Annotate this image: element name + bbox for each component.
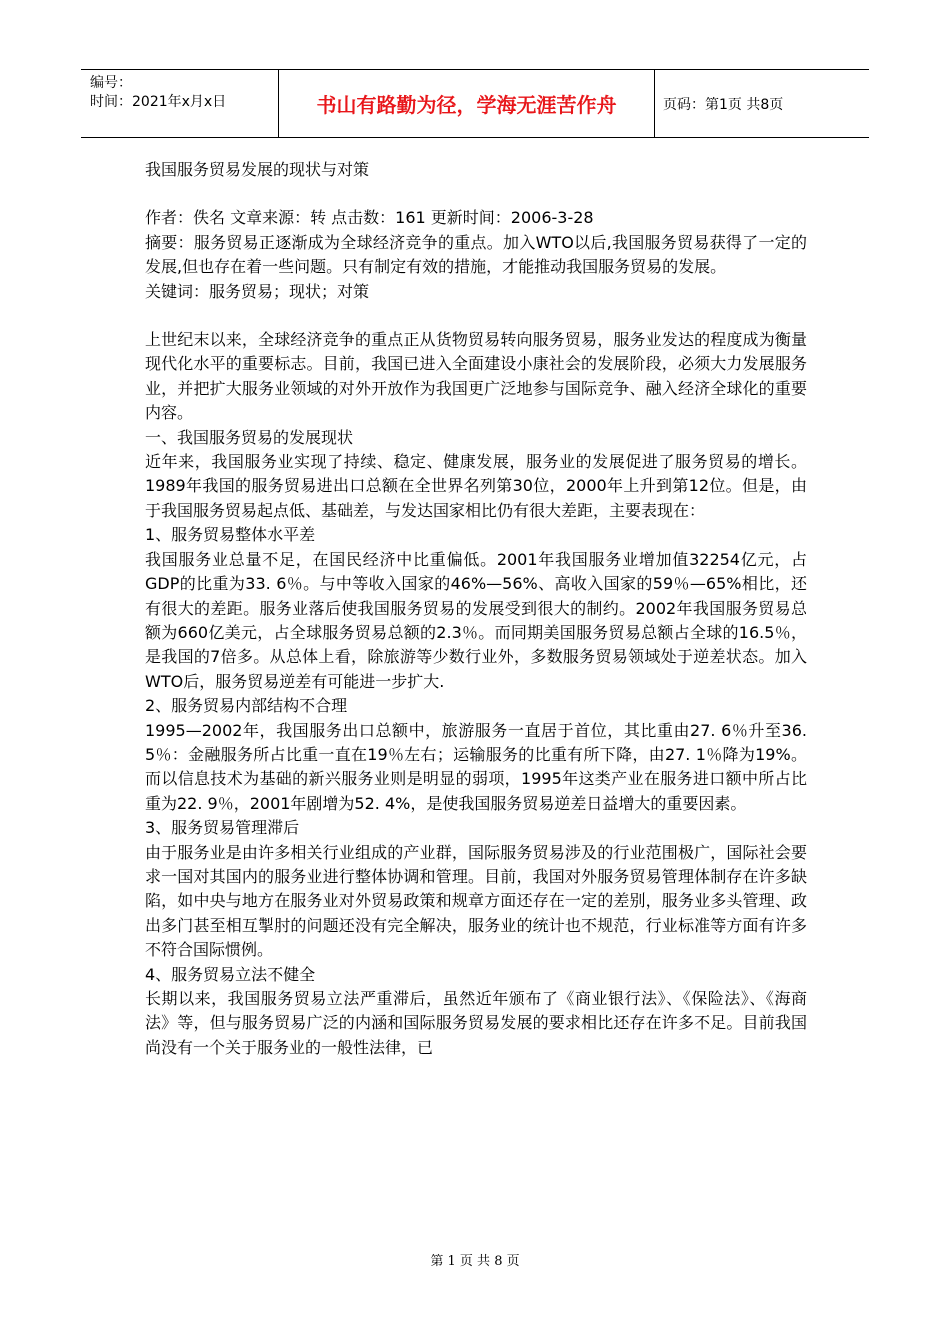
subsection-heading: 2、服务贸易内部结构不合理 — [145, 696, 348, 716]
subsection-heading: 1、服务贸易整体水平差 — [145, 525, 316, 545]
subsection-paragraph: 长期以来，我国服务贸易立法严重滞后，虽然近年颁布了《商业银行法》、《保险法》、《海商法》等，但与服务贸易广泛的内涵和国际服务贸易发展的要求相比还存在许多不足。目前我国尚没有一个关于服务业的一般性法律，已 — [145, 989, 807, 1057]
document-header — [81, 69, 869, 138]
subsection-heading: 4、服务贸易立法不健全 — [145, 964, 316, 984]
spacer — [145, 304, 807, 328]
article-meta: 作者：佚名 文章来源：转 点击数：161 更新时间：2006-3-28 — [145, 208, 594, 228]
section-heading: 一、我国服务贸易的发展现状 — [145, 427, 354, 447]
subsection-paragraph: 我国服务业总量不足，在国民经济中比重偏低。2001年我国服务业增加值32254亿元，占GDP的比重为33. 6％。与中等收入国家的46%—56%、高收入国家的59％—65%相比，还有很大的差距。服务业落后使我国服务贸易的发展受到很大的制约。2002年我国服务贸易总额为660亿美元，占全球服务贸易总额的2.3％。而同期美国服务贸易总额占全球的16.5％，是我国的7倍多。从总体上看，除旅游等少数行业外，多数服务贸易领域处于逆差状态。加入WTO后，服务贸易逆差有可能进一步扩大. — [145, 549, 807, 691]
article-abstract: 摘要：服务贸易正逐渐成为全球经济竞争的重点。加入WTO以后,我国服务贸易获得了一定的发展,但也存在着一些问题。只有制定有效的措施，才能推动我国服务贸易的发展。 — [145, 232, 807, 277]
subsection-paragraph: 由于服务业是由许多相关行业组成的产业群，国际服务贸易涉及的行业范围极广，国际社会要求一国对其国内的服务业进行整体协调和管理。目前，我国对外服务贸易管理体制存在许多缺陷，如中央与地方在服务业对外贸易政策和规章方面还存在一定的差别，服务业多头管理、政出多门甚至相互掣肘的问题还没有完全解决，服务业的统计也不规范，行业标准等方面有许多不符合国际惯例。 — [145, 842, 807, 960]
header-motto: 书山有路勤为径，学海无涯苦作舟 — [279, 70, 655, 137]
subsection-heading: 3、服务贸易管理滞后 — [145, 818, 300, 838]
header-left-cell — [81, 70, 279, 137]
article-body — [145, 152, 807, 1060]
section-paragraph: 近年来，我国服务业实现了持续、稳定、健康发展，服务业的发展促进了服务贸易的增长。1989年我国的服务贸易进出口总额在全世界名列第30位，2000年上升到第12位。但是，由于我国服务贸易起点低、基础差，与发达国家相比仍有很大差距，主要表现在： — [145, 452, 807, 520]
page-footer: 第 1 页 共 8 页 — [430, 1254, 520, 1269]
spacer — [145, 182, 807, 206]
article-title: 我国服务贸易发展的现状与对策 — [145, 160, 370, 179]
intro-paragraph: 上世纪末以来，全球经济竞争的重点正从货物贸易转向服务贸易，服务业发达的程度成为衡量现代化水平的重要标志。目前，我国已进入全面建设小康社会的发展阶段，必须大力发展服务业，并把扩大服务业领域的对外开放作为我国更广泛地参与国际竞争、融入经济全球化的重要内容。 — [145, 330, 807, 423]
header-page-info: 页码：第1页 共8页 — [663, 96, 784, 113]
article-keywords: 关键词：服务贸易；现状；对策 — [145, 281, 370, 301]
subsection-paragraph: 1995—2002年，我国服务出口总额中，旅游服务一直居于首位，其比重由27. 6％升至36. 5％：金融服务所占比重一直在19％左右；运输服务的比重有所下降，由27. 1％降为19%。而以信息技术为基础的新兴服务业则是明显的弱项，1995年这类产业在服务进口额中所占比重为22. 9％，2001年剧增为52. 4%，是使我国服务贸易逆差日益增大的重要因素。 — [145, 720, 807, 813]
document-number-label: 编号： — [90, 75, 132, 91]
document-date-label: 时间：2021年x月x日 — [90, 94, 227, 110]
